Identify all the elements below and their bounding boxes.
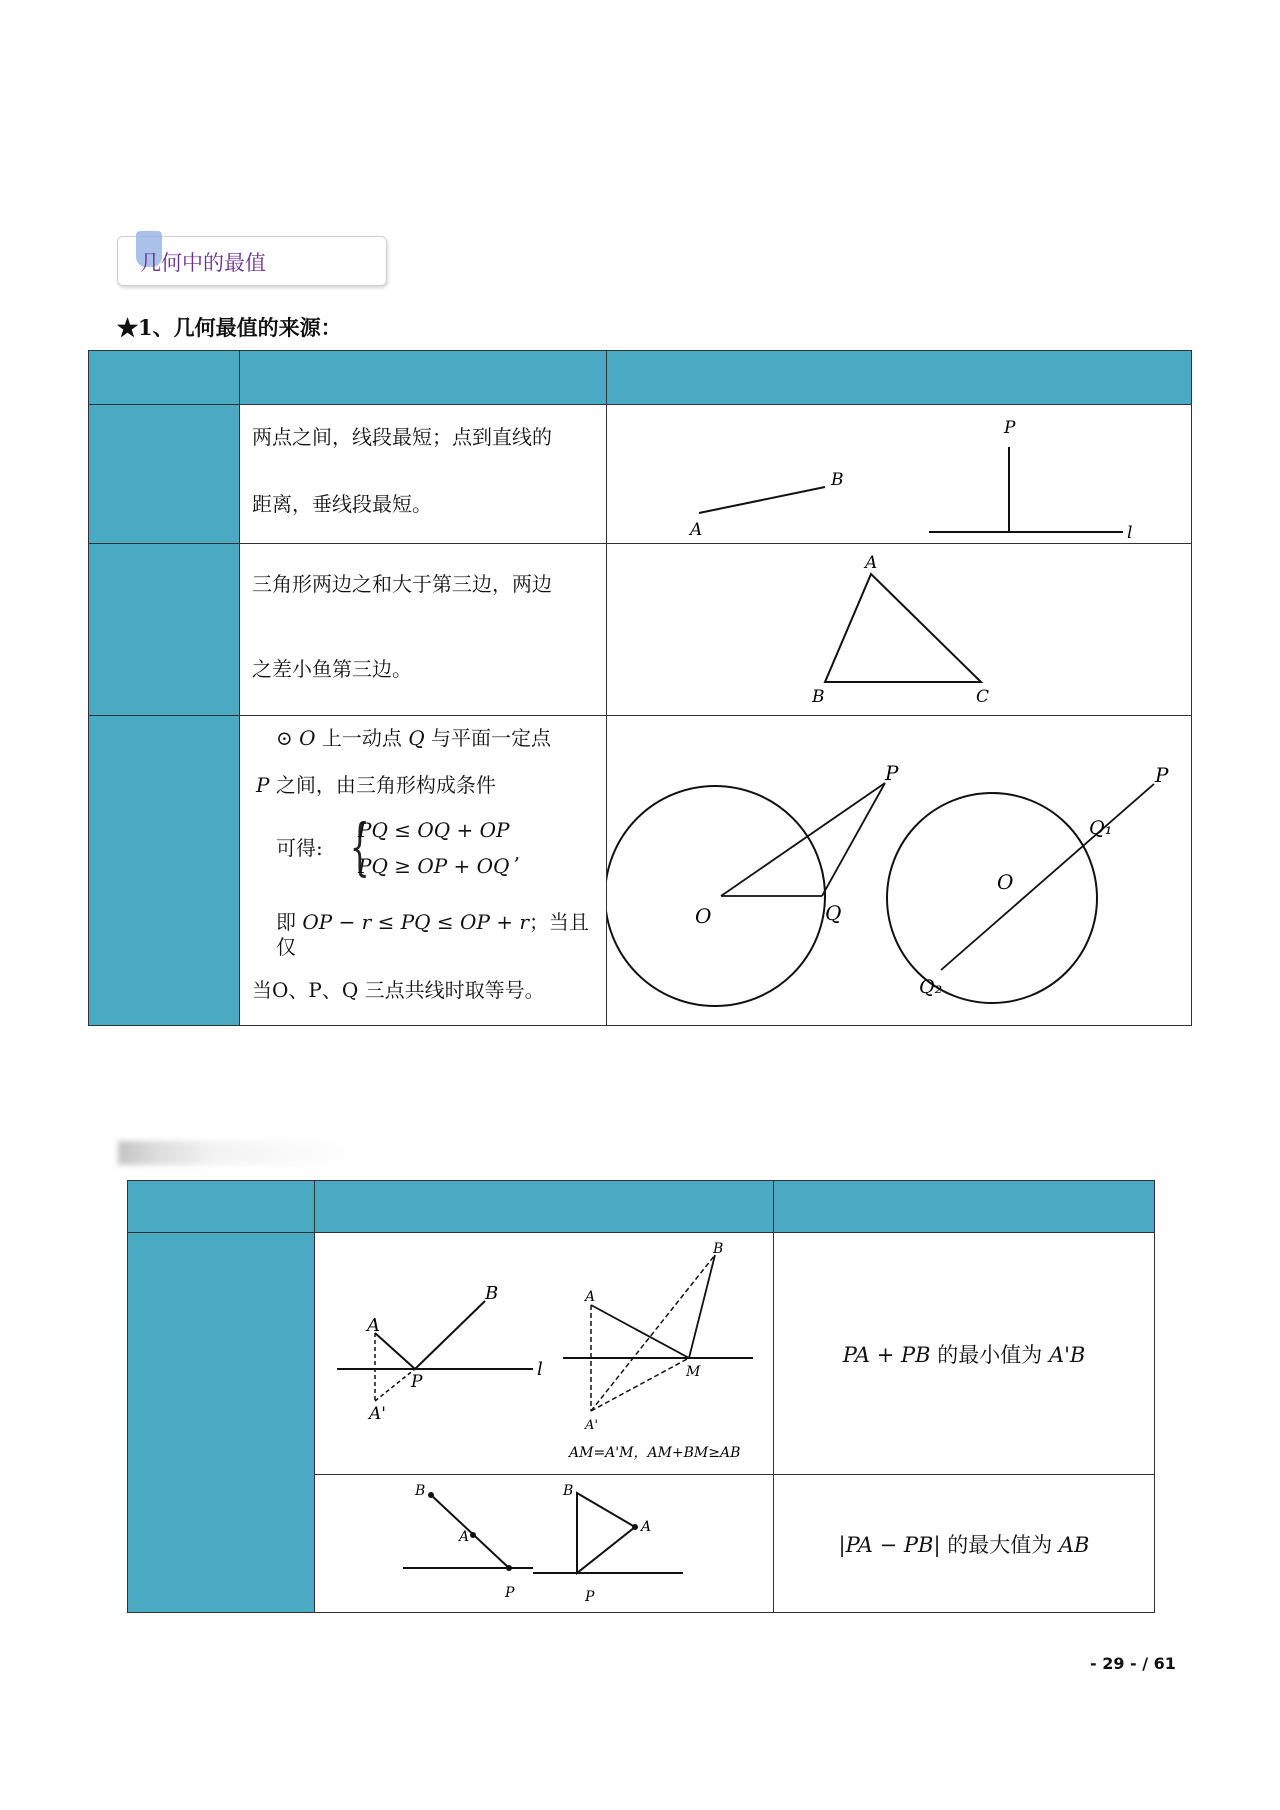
row1-text-line1: 两点之间，线段最短；点到直线的 xyxy=(252,425,552,449)
segment-bp xyxy=(431,1495,509,1568)
figure-cell xyxy=(607,405,1192,544)
formula-cell xyxy=(774,1475,1155,1613)
segment-a-prime-b xyxy=(591,1255,715,1411)
formula-cell xyxy=(774,1233,1155,1475)
label-a: A xyxy=(585,1289,596,1305)
circle-dot-symbol: ⊙ xyxy=(276,726,293,750)
row1-text-line2: 距离，垂线段最短。 xyxy=(252,492,432,516)
figure-cell xyxy=(607,716,1192,1026)
point-a xyxy=(632,1524,638,1530)
text-run: 即 xyxy=(276,910,303,934)
label-p: P xyxy=(1155,763,1169,787)
point-b xyxy=(428,1492,434,1498)
row1-figure xyxy=(607,405,1189,542)
segment-op xyxy=(721,783,885,896)
point-p xyxy=(506,1565,512,1571)
label-p: P xyxy=(885,761,899,785)
label-p: P xyxy=(585,1589,595,1605)
figure-caption: AM=A'M，AM+BM≥AB xyxy=(569,1445,741,1461)
segment-pq xyxy=(822,783,885,896)
label-a: A xyxy=(690,520,703,540)
row-label-cell xyxy=(89,405,240,544)
figure-cell xyxy=(607,544,1192,716)
formula-expression: |PA − PB| xyxy=(838,1532,941,1557)
triangle-bpa xyxy=(577,1493,635,1573)
row2-figure xyxy=(607,544,1189,714)
formula-expression: PA + PB xyxy=(842,1342,931,1367)
table-reflection-extremes xyxy=(127,1180,1155,1613)
table-row xyxy=(128,1233,1155,1475)
segment-am xyxy=(591,1305,689,1358)
table-geometry-sources xyxy=(88,350,1192,1026)
math-q: Q xyxy=(408,726,425,750)
faded-subheading xyxy=(118,1141,358,1165)
row3-line5 xyxy=(240,888,606,960)
formula-text: 的最大值为 xyxy=(940,1532,1059,1557)
label-q2: Q₂ xyxy=(919,976,943,998)
label-m: M xyxy=(686,1364,701,1380)
table-row xyxy=(89,405,1192,544)
segment-ab xyxy=(699,487,825,513)
page-number: - 29 - / 61 xyxy=(1090,1654,1176,1673)
text-run: ；当且仅 xyxy=(276,910,589,959)
row3-figure xyxy=(607,716,1189,1024)
point-a xyxy=(470,1532,476,1538)
text-run: 与平面一定点 xyxy=(424,726,552,750)
table-row xyxy=(89,544,1192,716)
row2-text-line1: 三角形两边之和大于第三边，两边 xyxy=(252,572,552,596)
label-b: B xyxy=(415,1483,426,1499)
table-header-row xyxy=(128,1181,1155,1233)
header-cell xyxy=(607,351,1192,405)
text-run: 上一动点 xyxy=(315,726,409,750)
row2-text-line2: 之差小鱼第三边。 xyxy=(252,657,412,681)
segment-ap xyxy=(375,1333,415,1369)
section-tag-label: 几何中的最值 xyxy=(140,251,266,275)
left-brace: { xyxy=(349,810,370,883)
formula-text: 的最小值为 xyxy=(930,1342,1049,1367)
segment-a-prime-p xyxy=(375,1369,415,1401)
row3-line2 xyxy=(240,751,606,798)
label-a-prime: A' xyxy=(585,1418,598,1433)
label-a: A xyxy=(865,553,878,573)
label-l: l xyxy=(537,1359,543,1380)
header-cell xyxy=(315,1181,774,1233)
label-o: O xyxy=(695,904,712,928)
header-cell xyxy=(240,351,607,405)
math-o: O xyxy=(299,726,316,750)
row-label-cell xyxy=(128,1233,315,1613)
header-cell xyxy=(128,1181,315,1233)
math-p: P xyxy=(256,773,270,797)
figure-cell xyxy=(315,1475,774,1613)
row3-line6: 当O、P、Q 三点共线时取等号。 xyxy=(252,978,545,1002)
text-cell xyxy=(240,716,607,1026)
label-q1: Q₁ xyxy=(1089,817,1113,839)
text-cell xyxy=(240,544,607,716)
spacer xyxy=(591,1255,715,1305)
circle-right xyxy=(887,793,1097,1003)
formula-result: A'B xyxy=(1048,1342,1086,1367)
label-q: Q xyxy=(825,901,842,925)
row3-line1 xyxy=(240,716,606,751)
inequality-2: PQ ≥ OP + OQ xyxy=(358,854,510,878)
segment-pb xyxy=(415,1301,485,1369)
figure-cell xyxy=(315,1233,774,1475)
label-b: B xyxy=(713,1241,724,1257)
comma: , xyxy=(514,840,521,864)
table-header-row xyxy=(89,351,1192,405)
label-p: P xyxy=(411,1372,423,1392)
label-b: B xyxy=(831,470,844,490)
label-b: B xyxy=(485,1283,499,1304)
inequality-system xyxy=(240,810,606,888)
row3-line3-label: 可得: xyxy=(276,836,323,860)
section-tag xyxy=(117,236,387,286)
text-run: 之间，由三角形构成条件 xyxy=(269,773,496,797)
segment-a-prime-m xyxy=(591,1358,689,1411)
label-p: P xyxy=(505,1585,515,1601)
label-c: C xyxy=(976,687,990,707)
label-b: B xyxy=(812,687,825,707)
row1-figure xyxy=(315,1233,771,1473)
header-cell xyxy=(89,351,240,405)
inequality-1: PQ ≤ OQ + OP xyxy=(358,818,510,842)
formula-result: AB xyxy=(1058,1532,1090,1557)
label-b: B xyxy=(563,1483,574,1499)
header-cell xyxy=(774,1181,1155,1233)
section-heading: ★1、几何最值的来源： xyxy=(117,315,342,340)
row-label-cell xyxy=(89,544,240,716)
label-p: P xyxy=(1004,418,1016,438)
label-o: O xyxy=(997,870,1014,894)
triangle-abc xyxy=(825,574,981,682)
label-a: A xyxy=(459,1529,470,1545)
line-through-center xyxy=(941,784,1154,970)
table-row xyxy=(89,716,1192,1026)
label-a: A xyxy=(641,1519,652,1535)
math-range: OP − r ≤ PQ ≤ OP + r xyxy=(302,910,529,934)
label-l: l xyxy=(1127,523,1133,542)
row-label-cell xyxy=(89,716,240,1026)
text-cell xyxy=(240,405,607,544)
label-a-prime: A' xyxy=(369,1404,386,1424)
row2-figure xyxy=(315,1475,771,1611)
label-a: A xyxy=(367,1315,380,1336)
